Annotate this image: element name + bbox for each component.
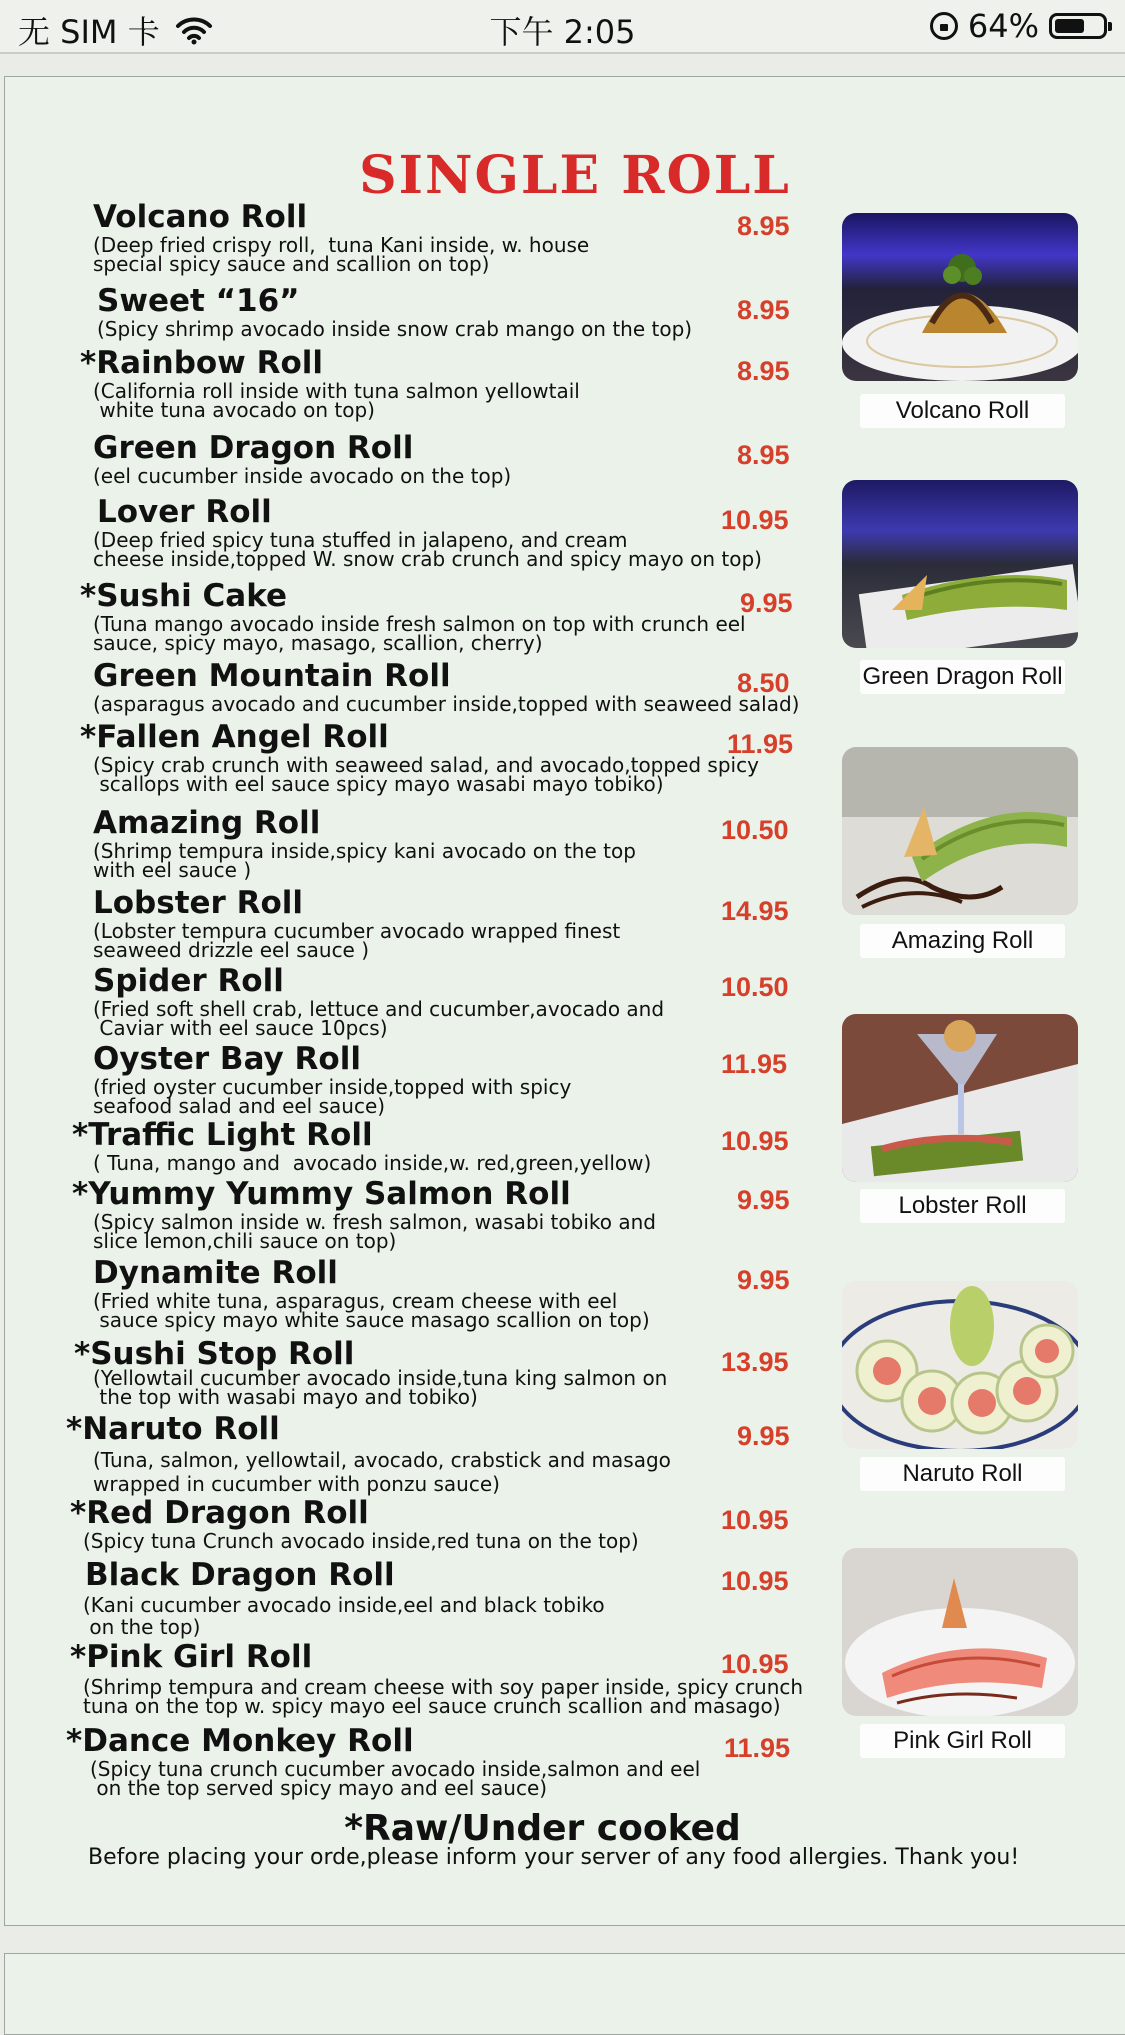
menu-item	[93, 1256, 650, 1330]
item-price: 10.95	[721, 1566, 789, 1596]
item-price: 14.95	[721, 896, 789, 926]
menu-item	[93, 200, 589, 274]
item-description: (Tuna, salmon, yellowtail, avocado, crabstick and masago wrapped in cucumber with ponzu sauce)	[93, 1448, 671, 1496]
menu-title: SINGLE ROLL	[359, 145, 791, 206]
item-description: (Tuna mango avocado inside fresh salmon on top with crunch eel sauce, spicy mayo, masago, scallion, cherry)	[93, 612, 746, 655]
item-description: (fried oyster cucumber inside,topped with spicy seafood salad and eel sauce)	[93, 1075, 572, 1118]
item-name: Amazing Roll	[93, 805, 321, 841]
item-price: 10.95	[721, 505, 789, 535]
rotation-lock-icon	[930, 12, 958, 40]
item-price: 8.95	[737, 295, 790, 325]
item-name: Oyster Bay Roll	[93, 1041, 361, 1077]
item-description: (Shrimp tempura and cream cheese with soy paper inside, spicy crunch tuna on the top w. spicy mayo eel sauce crunch scallion and masago)	[83, 1675, 804, 1718]
item-name: *Fallen Angel Roll	[80, 719, 389, 755]
item-name: Green Dragon Roll	[93, 430, 414, 466]
item-price: 11.95	[724, 1733, 791, 1763]
item-price: 10.95	[721, 1126, 789, 1156]
item-description: (Lobster tempura cucumber avocado wrapped finest seaweed drizzle eel sauce )	[93, 919, 621, 962]
menu-item	[97, 284, 692, 339]
photo-caption: Pink Girl Roll	[860, 1724, 1065, 1758]
item-price: 10.95	[721, 1649, 789, 1679]
photo-caption: Lobster Roll	[860, 1189, 1065, 1223]
item-price: 8.95	[737, 356, 790, 386]
item-name: *Rainbow Roll	[80, 345, 324, 381]
photo-caption: Volcano Roll	[860, 394, 1065, 428]
item-price: 8.50	[737, 668, 790, 698]
status-time: 下午 2:05	[489, 13, 636, 51]
menu-item	[72, 1177, 656, 1251]
menu-item	[66, 1412, 671, 1496]
item-description: (Yellowtail cucumber avocado inside,tuna king salmon on the top with wasabi mayo and tobiko)	[93, 1366, 668, 1409]
item-name: Spider Roll	[93, 963, 284, 999]
item-price: 9.95	[740, 588, 793, 618]
item-description: (eel cucumber inside avocado on the top)	[93, 464, 512, 488]
item-name: *Sushi Cake	[80, 578, 288, 614]
menu-item	[93, 659, 799, 714]
menu-item	[93, 886, 620, 960]
item-name: Lobster Roll	[93, 885, 304, 921]
battery-percent: 64%	[967, 7, 1039, 45]
item-price: 11.95	[727, 729, 794, 759]
item-description: (Spicy shrimp avocado inside snow crab mango on the top)	[97, 317, 693, 341]
menu-item	[93, 431, 511, 486]
item-price: 8.95	[737, 211, 790, 241]
next-page	[4, 1953, 1125, 2035]
item-name: *Red Dragon Roll	[70, 1495, 369, 1531]
menu-item	[93, 494, 762, 571]
naruto-roll-photo	[842, 1281, 1078, 1449]
item-description: (asparagus avocado and cucumber inside,topped with seaweed salad)	[93, 692, 800, 716]
menu-item	[66, 1724, 700, 1798]
item-price: 11.95	[721, 1049, 788, 1079]
item-description: (Spicy crab crunch with seaweed salad, and avocado,topped spicy scallops with eel sauce spicy mayo wasabi mayo tobiko)	[93, 753, 759, 796]
item-price: 9.95	[737, 1421, 790, 1451]
item-name: Lover Roll	[97, 494, 272, 530]
wifi-icon	[174, 15, 214, 45]
menu-item	[80, 720, 759, 794]
photo-caption: Amazing Roll	[860, 924, 1065, 958]
menu-item	[70, 1640, 803, 1716]
item-name: Black Dragon Roll	[85, 1557, 395, 1593]
menu-item	[72, 1118, 651, 1173]
allergy-note: Before placing your orde,please inform your server of any food allergies. Thank you!	[88, 1845, 1020, 1870]
item-description: (Spicy tuna crunch cucumber avocado inside,salmon and eel on the top served spicy mayo and eel sauce)	[90, 1757, 701, 1800]
item-name: *Sushi Stop Roll	[74, 1336, 355, 1372]
item-name: Dynamite Roll	[93, 1255, 338, 1291]
item-price: 9.95	[737, 1185, 790, 1215]
green-dragon-roll-photo	[842, 480, 1078, 648]
raw-warning: *Raw/Under cooked	[344, 1808, 741, 1849]
menu-item	[93, 806, 636, 880]
lobster-roll-photo	[842, 1014, 1078, 1182]
menu-item	[74, 1337, 667, 1407]
item-name: *Pink Girl Roll	[70, 1639, 313, 1675]
menu-item	[93, 1042, 571, 1116]
status-right	[930, 7, 1107, 45]
item-description: (Deep fried crispy roll, tuna Kani inside, w. house special spicy sauce and scallion on top)	[93, 233, 590, 276]
item-name: Green Mountain Roll	[93, 658, 451, 694]
item-price: 9.95	[737, 1265, 790, 1295]
item-name: Volcano Roll	[93, 199, 308, 235]
item-price: 13.95	[721, 1347, 789, 1377]
item-name: *Naruto Roll	[66, 1411, 280, 1447]
item-description: (California roll inside with tuna salmon yellowtail white tuna avocado on top)	[93, 379, 580, 422]
item-description: (Fried white tuna, asparagus, cream cheese with eel sauce spicy mayo white sauce masago scallion on top)	[93, 1289, 650, 1332]
menu-item	[80, 579, 746, 653]
item-price: 10.50	[721, 815, 789, 845]
status-left	[18, 7, 214, 53]
item-description: (Fried soft shell crab, lettuce and cucumber,avocado and Caviar with eel sauce 10pcs)	[93, 997, 665, 1040]
pink-girl-roll-photo	[842, 1548, 1078, 1716]
item-price: 10.95	[721, 1505, 789, 1535]
battery-fill	[1055, 19, 1084, 33]
item-description: (Shrimp tempura inside,spicy kani avocado on the top with eel sauce )	[93, 839, 636, 882]
item-price: 8.95	[737, 440, 790, 470]
menu-item	[93, 964, 664, 1038]
battery-icon	[1049, 13, 1107, 39]
menu-item	[85, 1558, 605, 1638]
item-description: ( Tuna, mango and avocado inside,w. red,green,yellow)	[93, 1151, 652, 1175]
item-name: *Traffic Light Roll	[72, 1117, 373, 1153]
item-name: *Dance Monkey Roll	[66, 1723, 414, 1759]
menu-item	[70, 1496, 639, 1551]
item-name: Sweet “16”	[97, 283, 300, 319]
photo-caption: Naruto Roll	[860, 1457, 1065, 1491]
item-description: (Spicy salmon inside w. fresh salmon, wasabi tobiko and slice lemon,chili sauce on top)	[93, 1210, 656, 1253]
item-price: 10.50	[721, 972, 789, 1002]
item-description: (Deep fried spicy tuna stuffed in jalapeno, and cream cheese inside,topped W. snow crab crunch and spicy mayo on top)	[93, 528, 762, 571]
photo-caption: Green Dragon Roll	[860, 660, 1065, 694]
amazing-roll-photo	[842, 747, 1078, 915]
item-description: (Kani cucumber avocado inside,eel and black tobiko on the top)	[83, 1593, 605, 1639]
status-bar	[0, 0, 1125, 54]
item-description: (Spicy tuna Crunch avocado inside,red tuna on the top)	[83, 1529, 639, 1553]
item-name: *Yummy Yummy Salmon Roll	[72, 1176, 571, 1212]
menu-item	[80, 346, 580, 420]
volcano-roll-photo	[842, 213, 1078, 381]
carrier-label: 无 SIM 卡	[18, 13, 160, 51]
